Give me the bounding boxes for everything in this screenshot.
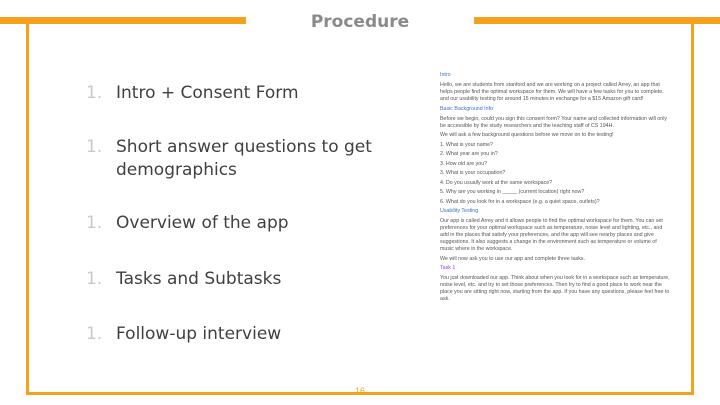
doc-question: 2. What year are you in?	[440, 151, 498, 157]
list-text: Overview of the app	[116, 213, 289, 233]
frame-right-border	[691, 20, 694, 395]
doc-heading-basic: Basic Background Info	[440, 105, 493, 112]
title-bar-left	[0, 17, 246, 24]
list-text: Short answer questions to get demographics	[116, 137, 372, 180]
doc-paragraph: Hello, we are students from stanford and we are working on a project called Arrey, an app that helps people find the optimal workspace for them. We will have a few tasks for you to complete, and our usability testing for around 15 minutes in exchange for a $15 Amazon gift card!	[440, 82, 664, 102]
list-item	[86, 82, 299, 105]
doc-question: 3. How old are you?	[440, 160, 488, 167]
list-item	[86, 323, 396, 346]
doc-heading-usability: Usability Testing	[440, 208, 479, 214]
doc-question: 1. What is your name?	[440, 141, 493, 148]
doc-paragraph: We will ask a few background questions before we move on to the testing!	[440, 132, 614, 138]
doc-paragraph: We will now ask you to use our app and complete three tasks.	[440, 255, 586, 262]
list-item	[86, 268, 396, 291]
title-bar-right	[474, 17, 720, 24]
doc-paragraph: Before we begin, could you sign this consent form? Your name and collected information will only be accessible by the study researchers and the teaching staff of CS 194H.	[440, 115, 668, 129]
list-item	[86, 212, 396, 235]
page-number: 16	[354, 386, 365, 396]
list-number: 1.	[86, 213, 103, 233]
doc-question: 3. What is your occupation?	[440, 170, 506, 176]
slide-title: Procedure	[310, 12, 410, 32]
doc-question: 6. What do you look for in a workspace (e.g. a quiet space, outlets)?	[440, 198, 600, 205]
doc-heading-task1: Task 1	[440, 265, 456, 271]
list-number: 1.	[86, 324, 103, 344]
list-number: 1.	[86, 137, 103, 157]
list-text: Follow-up interview	[116, 324, 282, 344]
doc-heading-intro: Intro	[440, 72, 451, 78]
list-text: Tasks and Subtasks	[116, 269, 282, 289]
doc-paragraph: Our app is called Arrey and it allows people to find the optimal workspace for them. You can set preferences for your optimal workspace such as temperature, noise level and lighting, etc., and add in the places that satisfy your preferences, and the app will see nearby places and give suggestions. It also suggests a change in the environment such as temperature or volume of music where in the workspace.	[440, 218, 663, 252]
list-text: Intro + Consent Form	[116, 83, 299, 103]
document-screenshot	[440, 70, 670, 342]
doc-question: 5. Why are you working in _____ (current location) right now?	[440, 189, 585, 195]
doc-question: 4. Do you usually work at the same workspace?	[440, 179, 553, 186]
frame-left-border	[26, 20, 29, 395]
list-number: 1.	[86, 269, 103, 289]
list-number: 1.	[86, 83, 103, 103]
doc-paragraph: You just downloaded our app. Think about when you look for in a workspace such as temperature, noise level, etc. and try to set those preferences. Then try to find a good place to work near the place you are sitting right now, starting from the app. If you have any questions, please feel free to ask.	[440, 275, 670, 302]
list-item	[86, 136, 396, 182]
